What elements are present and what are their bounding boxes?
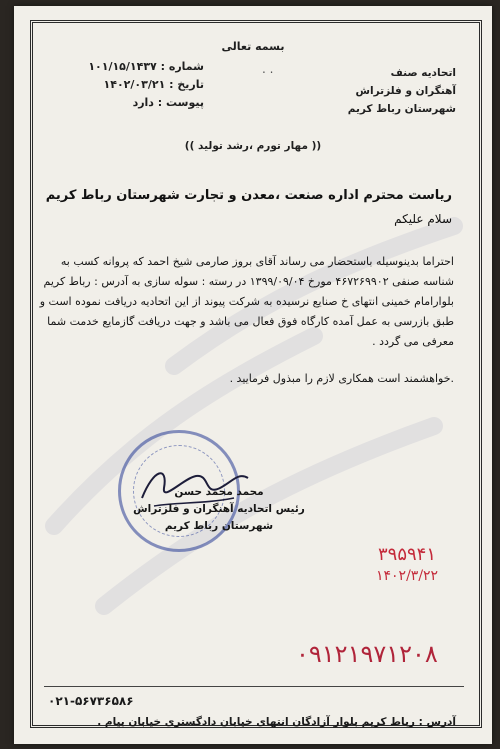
letter-attachment: پیوست : دارد	[132, 96, 204, 109]
signatory-name: محمد محمد حسن	[174, 486, 264, 498]
bismillah-heading: بسمه تعالی	[221, 40, 285, 53]
footer-phone: ۰۲۱-۵۶۷۳۶۵۸۶	[48, 694, 134, 708]
year-motto: (( مهار تورم ،رشد تولید ))	[184, 140, 322, 152]
org-line-3: شهرستان رباط کریم	[347, 103, 456, 115]
letter-body	[34, 252, 454, 352]
handwritten-registration-number: ۳۹۵۹۴۱	[378, 544, 437, 565]
body-line: احتراما بدینوسیله باستحضار می رساند آقای بروز صارمی شیخ احمد که پروانه کسب به	[60, 255, 454, 268]
body-line: معرفی می گردد .	[372, 335, 454, 348]
recipient-line: ریاست محترم اداره صنعت ،معدن و تجارت شهرستان رباط کریم	[45, 188, 452, 203]
signatory-block	[124, 484, 314, 535]
letter-meta	[54, 58, 204, 112]
organization-block	[348, 64, 456, 118]
footer-address: آدرس : رباط کریم بلوار آزادگان انتهای خیابان دادگستری خیابان پیام .	[97, 716, 456, 728]
org-line-1: اتحادیه صنف	[390, 67, 456, 79]
body-line: شناسه صنفی ۴۶۷۲۶۹۹۰۲ مورخ ۱۳۹۹/۰۹/۰۴ در رسته : سوله سازی به آدرس : رباط کریم	[43, 275, 454, 288]
footer-divider	[44, 686, 464, 687]
handwritten-date: ۱۴۰۲/۳/۲۲	[376, 568, 439, 584]
body-line: طبق بازرسی به عمل آمده کارگاه فوق فعال می باشد و جهت دریافت گازمایع خدمت شما	[47, 315, 454, 328]
header-dots: . .	[262, 62, 274, 76]
signatory-title: رئیس اتحادیه آهنگران و فلزتراش	[133, 503, 305, 515]
document-page	[14, 6, 492, 744]
letter-number: شماره : ۱۰۱/۱۵/۱۴۳۷	[88, 60, 204, 73]
org-line-2: آهنگران و فلزتراش	[355, 85, 456, 97]
handwritten-phone-number: ۰۹۱۲۱۹۷۱۲۰۸	[296, 640, 438, 668]
body-line: بلوارامام خمینی انتهای خ صنایع نرسیده به شرکت پیوند از این اتحادیه دریافت نموده است و	[39, 295, 454, 308]
salutation: سلام علیکم	[394, 212, 452, 226]
letter-date: تاریخ : ۱۴۰۲/۰۳/۲۱	[103, 78, 204, 91]
signatory-city: شهرستان رباط کریم	[164, 520, 274, 532]
closing-line: .خواهشمند است همکاری لازم را مبذول فرمایید .	[229, 372, 454, 385]
